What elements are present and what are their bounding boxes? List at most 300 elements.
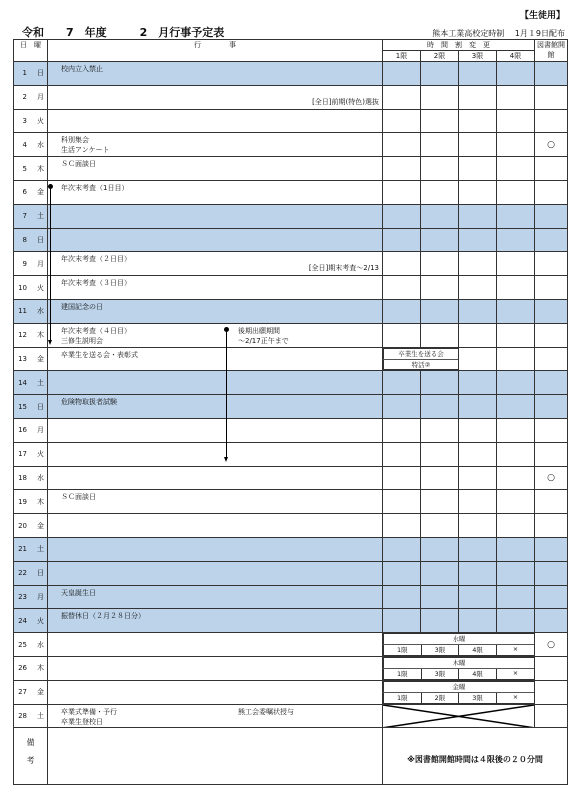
timetable-cell [383,181,421,205]
timetable-cell [459,204,497,228]
timetable-cell [421,395,459,419]
timetable-cell [459,395,497,419]
library-open-cell [535,323,568,347]
day-row [14,395,568,419]
event-text: 卒業生登校日 [61,717,103,726]
timetable-cell [421,323,459,347]
timetable-cell [383,371,421,395]
timetable-cell [421,252,459,276]
timetable-cell [383,228,421,252]
library-open-cell: ○ [535,466,568,490]
library-open-cell [535,490,568,514]
timetable-cell [459,514,497,538]
event-cell [48,514,383,538]
date-number: 3 [22,117,27,126]
day-row [14,561,568,585]
day-cell [14,276,48,300]
library-open-cell [535,395,568,419]
weekday: 土 [37,378,44,387]
event-cell [48,323,383,347]
event-cell [48,657,383,681]
date-number: 25 [18,640,27,649]
timetable-cell [421,300,459,324]
page-title: 令和 7 年度 2 月行事予定表 [22,26,225,39]
event-cell [48,585,383,609]
timetable-cell [497,514,535,538]
day-row [14,419,568,443]
weekday: 月 [37,426,44,435]
event-cell [48,228,383,252]
timetable-cell [497,585,535,609]
event-cell [48,252,383,276]
weekday: 木 [37,331,44,340]
date-number: 11 [18,307,27,316]
timetable-cell [497,561,535,585]
timetable-change-text: 特活② [384,359,459,370]
timetable-cell [459,276,497,300]
remarks-label: 備考 [14,728,48,785]
event-cell [48,62,383,86]
timetable-cell [459,347,497,371]
day-cell [14,133,48,157]
event-text-secondary: ～2/17正午まで [238,336,289,345]
day-cell [14,657,48,681]
library-open-cell: ○ [535,633,568,657]
day-cell [14,680,48,704]
day-row [14,133,568,157]
event-cell [48,609,383,633]
timetable-cell [497,442,535,466]
library-open-cell [535,371,568,395]
timetable-cell [459,85,497,109]
date-number: 24 [18,616,27,625]
date-number: 23 [18,593,27,602]
timetable-cell [459,538,497,562]
timetable-cell [497,133,535,157]
library-open-cell [535,181,568,205]
day-row [14,704,568,728]
timetable-cell [383,419,421,443]
timetable-weekday-label: 金曜 [384,681,535,692]
day-cell [14,466,48,490]
timetable-cell [459,323,497,347]
timetable-cell [383,609,421,633]
day-cell [14,514,48,538]
timetable-cell [459,157,497,181]
remarks-row [14,728,568,785]
timetable-cell [497,62,535,86]
timetable-period-cell: 4限 [459,645,497,656]
day-row [14,490,568,514]
day-cell [14,561,48,585]
library-open-cell [535,680,568,704]
weekday: 木 [37,664,44,673]
event-cell [48,490,383,514]
weekday: 日 [37,236,44,245]
timetable-weekday-label: 木曜 [384,658,535,669]
weekday: 月 [37,593,44,602]
timetable-cell [497,300,535,324]
weekday: 火 [37,450,44,459]
event-text: 三修生説明会 [61,336,103,345]
timetable-cell [383,323,421,347]
date-number: 4 [22,140,27,149]
date-number: 9 [22,259,27,268]
timetable-cell [421,276,459,300]
timetable-cell [497,419,535,443]
event-text: 振替休日（２月２８日分） [61,612,145,621]
event-text: 天皇誕生日 [61,588,96,597]
event-cell [48,419,383,443]
library-open-cell: ○ [535,133,568,157]
date-number: 6 [22,188,27,197]
period-header: 1限 [383,51,421,62]
weekday: 日 [37,402,44,411]
timetable-cell [421,490,459,514]
timetable-cell [383,561,421,585]
event-cell [48,181,383,205]
timetable-cell [497,181,535,205]
library-open-cell [535,228,568,252]
date-number: 1 [22,69,27,78]
event-text: 危険物取扱者試験 [61,398,117,407]
event-cell [48,276,383,300]
day-row [14,347,568,371]
day-row [14,276,568,300]
timetable-period-cell: 3限 [459,692,497,703]
timetable-cell [383,204,421,228]
event-cell [48,466,383,490]
weekday: 月 [37,93,44,102]
timetable-cell [459,371,497,395]
timetable-cell [421,85,459,109]
timetable-period-cell: 3限 [421,645,459,656]
library-open-cell [535,85,568,109]
timetable-cell [497,109,535,133]
library-open-cell [535,109,568,133]
timetable-cell [383,538,421,562]
timetable-cell [421,133,459,157]
weekday: 土 [37,545,44,554]
day-row [14,680,568,704]
cross-out-mark [383,705,534,728]
timetable-cell [459,490,497,514]
date-number: 22 [18,569,27,578]
timetable-cell [421,609,459,633]
event-text: 建国記念の日 [61,303,103,312]
timetable-cell [497,490,535,514]
timetable-period-cell: × [496,668,534,679]
day-cell [14,371,48,395]
period-header: 4限 [497,51,535,62]
timetable-cell [459,442,497,466]
timetable-change-cell [383,633,535,657]
weekday: 月 [37,259,44,268]
day-cell [14,228,48,252]
day-row [14,85,568,109]
event-cell [48,680,383,704]
weekday: 土 [37,212,44,221]
event-cell [48,561,383,585]
timetable-cell [421,419,459,443]
date-number: 14 [18,378,27,387]
event-text: 生活アンケート [61,146,110,155]
date-number: 19 [18,497,27,506]
weekday: 金 [37,188,44,197]
timetable-period-cell: × [496,692,534,703]
timetable-cell [459,585,497,609]
remarks-content [48,728,383,785]
timetable-cell [459,181,497,205]
timetable-cell [383,442,421,466]
timetable-cell [383,133,421,157]
date-number: 18 [18,474,27,483]
date-number: 10 [18,283,27,292]
day-cell [14,300,48,324]
timetable-cell [383,300,421,324]
header-row [14,40,568,51]
timetable-cell [459,609,497,633]
timetable-cell [383,157,421,181]
library-open-cell [535,276,568,300]
day-cell [14,704,48,728]
day-row [14,585,568,609]
event-cell [48,371,383,395]
timetable-cell [421,228,459,252]
timetable-cell [497,609,535,633]
event-cell [48,704,383,728]
timetable-period-cell: 1限 [384,668,422,679]
weekday: 水 [37,307,44,316]
timetable-cell [497,371,535,395]
timetable-cell [421,181,459,205]
weekday: 火 [37,283,44,292]
library-open-cell [535,609,568,633]
event-text: 年次末考査（1日目） [61,184,129,193]
day-row [14,181,568,205]
library-open-cell [535,657,568,681]
timetable-cell [421,204,459,228]
external-event-text: [全日]前期(特色)選抜 [312,97,379,106]
timetable-cell [421,157,459,181]
day-cell [14,490,48,514]
timetable-cell [383,395,421,419]
event-text: 年次末考査（３日目） [61,279,131,288]
day-row [14,371,568,395]
day-cell [14,609,48,633]
timetable-cancelled-cell [383,704,535,728]
date-number: 8 [22,236,27,245]
timetable-change-cell [383,657,535,681]
timetable-period-cell: 1限 [384,645,422,656]
timetable-cell [421,109,459,133]
library-open-cell [535,347,568,371]
weekday: 水 [37,474,44,483]
day-row [14,657,568,681]
day-row [14,514,568,538]
date-number: 12 [18,331,27,340]
timetable-cell [421,371,459,395]
timetable-cell [383,62,421,86]
library-open-cell [535,442,568,466]
timetable-cell [459,228,497,252]
timetable-cell [421,514,459,538]
event-text: 卒業生を送る会・表彰式 [61,350,138,359]
date-number: 16 [18,426,27,435]
event-cell [48,157,383,181]
day-cell [14,323,48,347]
day-row [14,252,568,276]
day-cell [14,62,48,86]
student-use-tag: 【生徒用】 [519,11,565,21]
event-cell [48,133,383,157]
timetable-cell [497,538,535,562]
library-open-cell [535,204,568,228]
timetable-period-cell: 1限 [384,692,422,703]
event-cell [48,442,383,466]
timetable-cell [497,204,535,228]
timetable-column-header: 時 間 割 変 更 [383,40,535,51]
timetable-cell [459,133,497,157]
day-row [14,442,568,466]
timetable-cell [459,419,497,443]
day-cell [14,419,48,443]
timetable-cell [421,538,459,562]
library-column-header: 図書館開館 [535,40,568,62]
application-period-line [226,329,227,459]
day-cell [14,109,48,133]
event-cell [48,204,383,228]
timetable-cell [459,252,497,276]
timetable-cell [383,466,421,490]
weekday: 土 [37,712,44,720]
library-open-cell [535,514,568,538]
day-row [14,466,568,490]
timetable-cell [459,109,497,133]
day-row [14,228,568,252]
event-cell [48,85,383,109]
day-cell [14,633,48,657]
weekday: 日 [37,569,44,578]
school-distribution-note: 熊本工業高校定時制 1月１9日配布 [432,29,565,38]
timetable-cell [421,62,459,86]
timetable-cell [459,62,497,86]
event-cell [48,300,383,324]
timetable-cell [383,585,421,609]
library-open-cell [535,419,568,443]
event-text: 校内立入禁止 [61,65,103,74]
timetable-cell [497,395,535,419]
events-column-header: 行 事 [48,40,383,62]
day-cell [14,442,48,466]
day-cell [14,85,48,109]
timetable-cell [383,514,421,538]
exam-period-line [50,186,51,342]
timetable-change-cell [383,347,459,371]
event-text-secondary: 後期出願期間 [238,326,280,335]
day-cell [14,395,48,419]
timetable-cell [421,561,459,585]
library-open-cell [535,538,568,562]
timetable-period-cell: 3限 [421,668,459,679]
event-text: 科別集会 [61,136,89,145]
day-cell [14,347,48,371]
day-cell [14,204,48,228]
timetable-cell [497,85,535,109]
weekday: 火 [37,117,44,126]
event-cell [48,395,383,419]
day-row [14,633,568,657]
weekday: 日 [37,69,44,78]
date-number: 21 [18,545,27,554]
timetable-cell [497,466,535,490]
event-text: 卒業式準備・予行 [61,707,117,716]
timetable-cell [459,561,497,585]
timetable-change-text: 卒業生を送る会 [384,348,459,359]
weekday: 金 [37,355,44,364]
exam-period-end-arrow [48,340,52,345]
day-cell [14,181,48,205]
day-row [14,300,568,324]
date-number: 20 [18,521,27,530]
external-event-text: [全日]期末考査～2/13 [308,264,379,273]
date-number: 28 [18,712,27,720]
event-cell [48,109,383,133]
timetable-cell [383,85,421,109]
library-open-cell [535,252,568,276]
timetable-cell [459,300,497,324]
timetable-cell [383,490,421,514]
weekday: 火 [37,616,44,625]
day-column-header: 日 曜 [14,40,48,62]
timetable-change-cell [383,680,535,704]
weekday: 水 [37,140,44,149]
timetable-cell [421,466,459,490]
application-period-end-arrow [224,457,228,462]
event-text: 年次末考査（４日目） [61,326,131,335]
weekday: 金 [37,521,44,530]
timetable-cell [421,442,459,466]
timetable-cell [497,228,535,252]
weekday: 水 [37,640,44,649]
day-cell [14,585,48,609]
day-row [14,109,568,133]
weekday: 木 [37,497,44,506]
library-open-cell [535,561,568,585]
event-cell [48,347,383,371]
event-text-secondary: 熊工会委嘱状授与 [238,707,294,716]
day-cell [14,252,48,276]
timetable-cell [383,276,421,300]
library-hours-note: ※図書館開館時間は４限後の２０分間 [383,728,568,785]
event-text: ＳＣ面談日 [61,493,96,502]
timetable-cell [497,276,535,300]
timetable-period-cell: 2限 [421,692,459,703]
timetable-cell [459,466,497,490]
timetable-cell [383,252,421,276]
day-cell [14,538,48,562]
timetable-cell [421,585,459,609]
date-number: 17 [18,450,27,459]
day-cell [14,157,48,181]
day-row [14,157,568,181]
event-cell [48,633,383,657]
date-number: 2 [22,93,27,102]
event-text: 年次末考査（２日目） [61,255,131,264]
library-open-cell [535,62,568,86]
date-number: 7 [22,212,27,221]
timetable-period-cell: × [496,645,534,656]
